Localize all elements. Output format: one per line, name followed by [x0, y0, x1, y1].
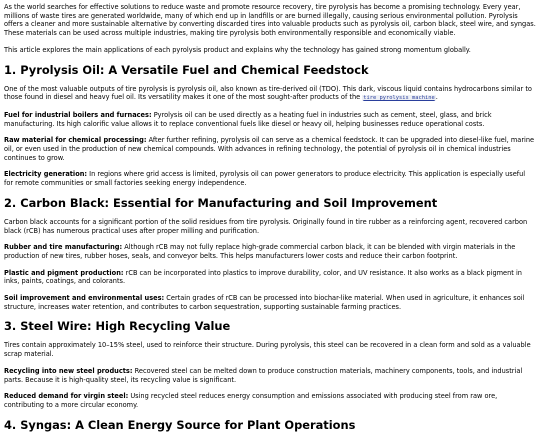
application-item	[4, 367, 536, 384]
section-intro-text: One of the most valuable outputs of tire pyrolysis is pyrolysis oil, also known as tire-derived oil (TDO). This dark, viscous liquid contains hydrocarbons similar to those found in diesel and heavy fuel oil. Its versatility makes it one of the most sought-after products of the	[4, 84, 532, 102]
application-term: Recycling into new steel products:	[4, 366, 133, 375]
application-text: Recovered steel can be melted down to produce construction materials, machinery components, tools, and industrial parts. Because it is high-quality steel, its recycling value is significant.	[4, 366, 523, 384]
application-term: Plastic and pigment production:	[4, 268, 124, 277]
application-item	[4, 111, 536, 128]
section-heading: 2. Carbon Black: Essential for Manufacturing and Soil Improvement	[4, 195, 438, 210]
application-term: Electricity generation:	[4, 170, 88, 179]
section-intro-text: .	[435, 93, 438, 102]
tire-pyrolysis-machine-link[interactable]: tire pyrolysis machine	[363, 95, 435, 102]
application-term: Soil improvement and environmental uses:	[4, 294, 165, 303]
section-intro: Tires contain approximately 10–15% steel, used to reinforce their structure. During pyrolysis, this steel can be recovered in a clean form and sold as a valuable scrap material.	[4, 341, 531, 359]
application-text: After further refining, pyrolysis oil can serve as a chemical feedstock. It can be upgraded into diesel-like fuel, marine oil, or even used in the production of new chemical compounds. With advances in refining technology, the potential of pyrolysis oil in chemical industries continues to grow.	[4, 136, 535, 162]
section-heading: 3. Steel Wire: High Recycling Value	[4, 319, 231, 334]
intro-paragraph: This article explores the main applications of each pyrolysis product and explains why the technology has gained strong momentum globally.	[4, 45, 471, 54]
application-item	[4, 243, 536, 260]
application-item	[4, 170, 536, 187]
application-item	[4, 136, 536, 162]
section-intro	[4, 85, 536, 103]
application-text: Pyrolysis oil can be used directly as a heating fuel in industries such as cement, steel, glass, and brick manufacturing. Its high calorific value allows it to replace conventional fuels like diesel or heavy oil, helping businesses reduce operational costs.	[4, 110, 492, 128]
application-text: Although rCB may not fully replace high-grade commercial carbon black, it can be blended with virgin materials in the production of new tires, rubber hoses, seals, and conveyor belts. This helps manufacturers lower costs and reduce their carbon footprint.	[4, 243, 516, 260]
section-intro: Carbon black accounts for a significant portion of the solid residues from tire pyrolysis. Originally found in tire rubber as a reinforcing agent, recovered carbon black (rCB) has numerous practical uses after proper milling and purification.	[4, 217, 528, 235]
intro-paragraph: As the world searches for effective solutions to reduce waste and promote resource recovery, tire pyrolysis has become a promising technology. Every year, millions of waste tires are generated worldwide, many of which end up in landfills or are burned illegally, causing serious environmental pollution. Pyrolysis offers a cleaner and more sustainable alternative by converting discarded tires into valuable products such as pyrolysis oil, carbon black, steel wire, and syngas. These materials can be used across multiple industries, making tire pyrolysis both environmentally responsible and economically viable.	[4, 3, 536, 38]
application-text: Certain grades of rCB can be processed into biochar-like material. When used in agriculture, it enhances soil structure, increases water retention, and contributes to carbon sequestration, supporting sustainable farming practices.	[4, 294, 525, 311]
application-term: Rubber and tire manufacturing:	[4, 243, 123, 252]
application-term: Fuel for industrial boilers and furnaces:	[4, 110, 152, 119]
application-text: In regions where grid access is limited, pyrolysis oil can power generators to produce electricity. This application is especially useful for remote communities or small factories seeking energy independence.	[4, 170, 526, 188]
application-item	[4, 269, 536, 286]
application-term: Raw material for chemical processing:	[4, 136, 147, 145]
application-item	[4, 392, 536, 409]
application-term: Reduced demand for virgin steel:	[4, 392, 129, 401]
section-heading: 1. Pyrolysis Oil: A Versatile Fuel and Chemical Feedstock	[4, 62, 369, 77]
application-text: Using recycled steel reduces energy consumption and emissions associated with producing steel from raw ore, contributing to a more circular economy.	[4, 392, 498, 409]
application-text: rCB can be incorporated into plastics to improve durability, color, and UV resistance. It also works as a black pigment in inks, paints, coatings, and colorants.	[4, 268, 522, 286]
section-heading: 4. Syngas: A Clean Energy Source for Plant Operations	[4, 417, 356, 432]
application-item	[4, 294, 536, 311]
